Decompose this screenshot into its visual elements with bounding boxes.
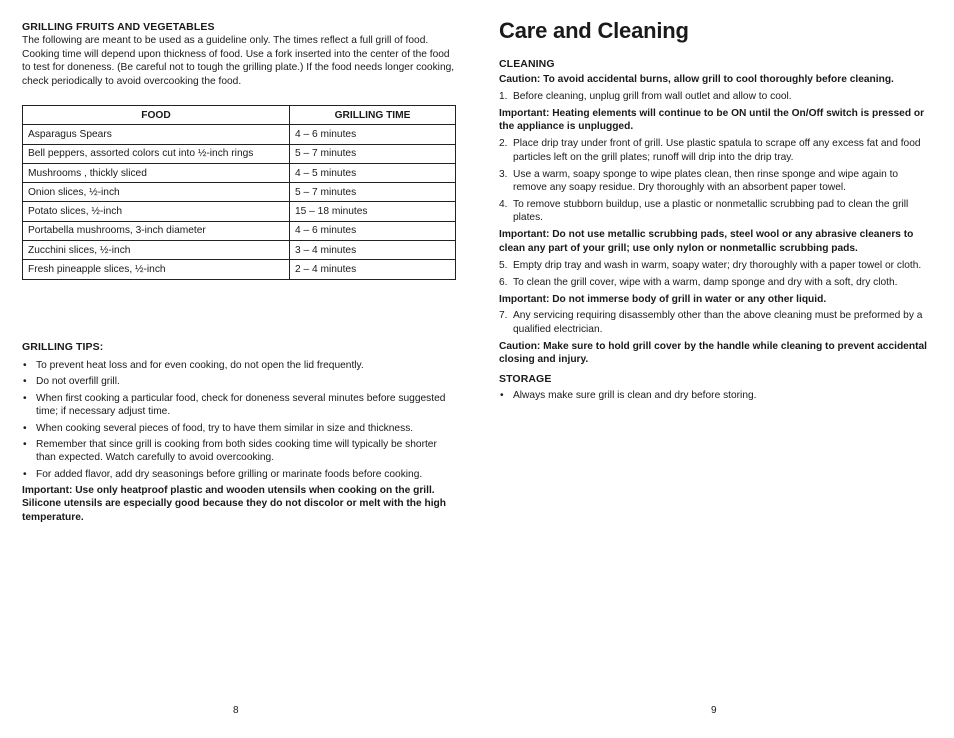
time-cell: 4 – 6 minutes [290, 221, 456, 240]
caution-cool-grill: Caution: To avoid accidental burns, allow grill to cool thoroughly before cleaning. [499, 74, 894, 85]
left-page [22, 21, 456, 524]
table-row [23, 202, 456, 221]
cleaning-steps-list-cont3 [499, 309, 931, 336]
time-cell: 4 – 6 minutes [290, 125, 456, 144]
food-cell: Zucchini slices, ½-inch [23, 241, 290, 260]
page-number-right: 9 [711, 705, 717, 716]
intro-paragraph: The following are meant to be used as a guideline only. The times reflect a full grill of food. Cooking time will depend upon thickness of food. Use a fork inserted into the center of the food to test for doneness. (Be careful not to tough the grilling plate.) If the food needs longer cooking, check periodically to avoid overcooking the food. [22, 35, 455, 87]
step-text: To clean the grill cover, wipe with a warm, damp sponge and dry with a soft, dry cloth. [513, 276, 898, 288]
food-cell: Onion slices, ½-inch [23, 183, 290, 202]
table-row [23, 241, 456, 260]
page-title: Care and Cleaning [499, 18, 689, 43]
list-item: 4. To remove stubborn buildup, use a plastic or nonmetallic scrubbing pad to clean the grill plates. [499, 198, 909, 224]
important-note-utensils: Important: Use only heatproof plastic and wooden utensils when cooking on the grill. Silicone utensils are especially good because they do not discolor or melt with the high temperature. [22, 484, 446, 523]
cleaning-steps-list [499, 90, 931, 104]
storage-list [499, 389, 931, 402]
column-header-grilling-time: GRILLING TIME [290, 106, 456, 125]
step-text: Any servicing requiring disassembly other than the above cleaning must be preformed by a qualified electrician. [513, 310, 923, 335]
list-item: • Always make sure grill is clean and dry before storing. [499, 389, 931, 402]
section-heading-storage: STORAGE [499, 372, 552, 385]
step-text: Before cleaning, unplug grill from wall outlet and allow to cool. [513, 90, 792, 102]
grilling-times-table [22, 105, 456, 280]
food-cell: Potato slices, ½-inch [23, 202, 290, 221]
caution-hold-cover: Caution: Make sure to hold grill cover by the handle while cleaning to prevent accidental closing and injury. [499, 340, 927, 366]
table-row [23, 125, 456, 144]
section-heading-cleaning: CLEANING [499, 58, 555, 70]
time-cell: 5 – 7 minutes [290, 183, 456, 202]
list-item: 3. Use a warm, soapy sponge to wipe plates clean, then rinse sponge and wipe again to remove any soapy residue. Dry thoroughly with an absorbent paper towel. [499, 168, 899, 194]
step-text: Use a warm, soapy sponge to wipe plates clean, then rinse sponge and wipe again to remove any soapy residue. Dry thoroughly with an absorbent paper towel. [513, 168, 899, 194]
table-row [23, 183, 456, 202]
list-item: 7. Any servicing requiring disassembly other than the above cleaning must be preformed by a qualified electrician. [499, 310, 923, 335]
list-item: 5. Empty drip tray and wash in warm, soapy water; dry thoroughly with a paper towel or cloth. [499, 259, 922, 271]
step-text: Place drip tray under front of grill. Use plastic spatula to scrape off any excess fat and food particles left on the grill plates; runoff will drip into the drip tray. [513, 138, 921, 163]
table-row [23, 144, 456, 163]
time-cell: 3 – 4 minutes [290, 241, 456, 260]
food-cell: Asparagus Spears [23, 125, 290, 144]
grilling-tips-list [22, 359, 456, 482]
list-item: • To prevent heat loss and for even cooking, do not open the lid frequently. [22, 359, 456, 372]
important-no-metallic-pads: Important: Do not use metallic scrubbing pads, steel wool or any abrasive cleaners to clean any part of your grill; use only nylon or nonmetallic scrubbing pads. [499, 229, 914, 254]
time-cell: 15 – 18 minutes [290, 202, 456, 221]
list-item: • Remember that since grill is cooking from both sides cooking time will typically be shorter than expected. Watch carefully to avoid overcooking. [22, 438, 456, 464]
list-item: • For added flavor, add dry seasonings before grilling or marinate foods before cooking. [22, 468, 456, 481]
table-row [23, 260, 456, 279]
column-header-food: FOOD [23, 106, 290, 125]
food-cell: Mushrooms , thickly sliced [23, 163, 290, 182]
food-cell: Fresh pineapple slices, ½-inch [23, 260, 290, 279]
right-page [499, 0, 931, 405]
list-item: 2. Place drip tray under front of grill. Use plastic spatula to scrape off any excess fat and food particles left on the grill plates; runoff will drip into the drip tray. [499, 138, 921, 163]
list-item: 1. Before cleaning, unplug grill from wall outlet and allow to cool. [499, 90, 792, 102]
table-row [23, 163, 456, 182]
important-do-not-immerse: Important: Do not immerse body of grill in water or any other liquid. [499, 293, 827, 305]
section-heading-grilling-tips: GRILLING TIPS: [22, 340, 104, 353]
list-item: 6. To clean the grill cover, wipe with a warm, damp sponge and dry with a soft, dry cloth. [499, 276, 898, 288]
list-item: • Do not overfill grill. [22, 375, 456, 388]
section-heading-grilling-fruits: GRILLING FRUITS AND VEGETABLES [22, 21, 215, 33]
step-text: To remove stubborn buildup, use a plastic or nonmetallic scrubbing pad to clean the grill plates. [513, 198, 909, 224]
time-cell: 4 – 5 minutes [290, 163, 456, 182]
table-row [23, 221, 456, 240]
time-cell: 2 – 4 minutes [290, 260, 456, 279]
cleaning-steps-list-cont [499, 137, 931, 225]
list-item: • When first cooking a particular food, check for doneness several minutes before suggested time; if necessary adjust time. [22, 392, 456, 418]
page-number-left: 8 [233, 705, 239, 716]
step-text: Empty drip tray and wash in warm, soapy water; dry thoroughly with a paper towel or cloth. [513, 259, 922, 271]
cleaning-steps-list-cont2 [499, 259, 931, 289]
table-header-row [23, 106, 456, 125]
food-cell: Bell peppers, assorted colors cut into ½-inch rings [23, 144, 290, 163]
time-cell: 5 – 7 minutes [290, 144, 456, 163]
important-heating-elements: Important: Heating elements will continue to be ON until the On/Off switch is pressed or the appliance is unplugged. [499, 107, 925, 133]
food-cell: Portabella mushrooms, 3-inch diameter [23, 221, 290, 240]
list-item: • When cooking several pieces of food, try to have them similar in size and thickness. [22, 422, 456, 435]
